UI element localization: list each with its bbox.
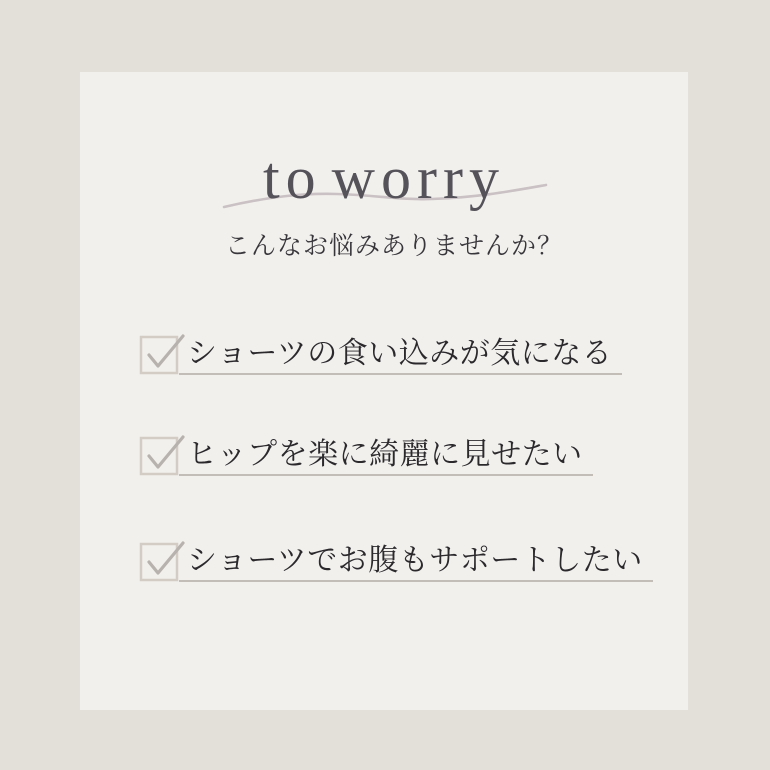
page-title: to worry — [263, 145, 505, 211]
page-subtitle: こんなお悩みありませんか？ — [224, 233, 563, 260]
checkbox-checked-icon[interactable] — [139, 539, 179, 582]
checklist-item-3 — [139, 539, 653, 582]
checkbox-checked-icon[interactable] — [139, 332, 179, 375]
checklist-item-1 — [139, 332, 622, 375]
content-card — [80, 72, 688, 710]
checklist-item-label: ヒップを楽に綺麗に見せたい — [179, 436, 593, 476]
checklist-item-label: ショーツの食い込みが気になる — [179, 335, 622, 375]
checklist-item-2 — [139, 433, 593, 476]
checkbox-checked-icon[interactable] — [139, 433, 179, 476]
checklist-item-label: ショーツでお腹もサポートしたい — [179, 542, 653, 582]
